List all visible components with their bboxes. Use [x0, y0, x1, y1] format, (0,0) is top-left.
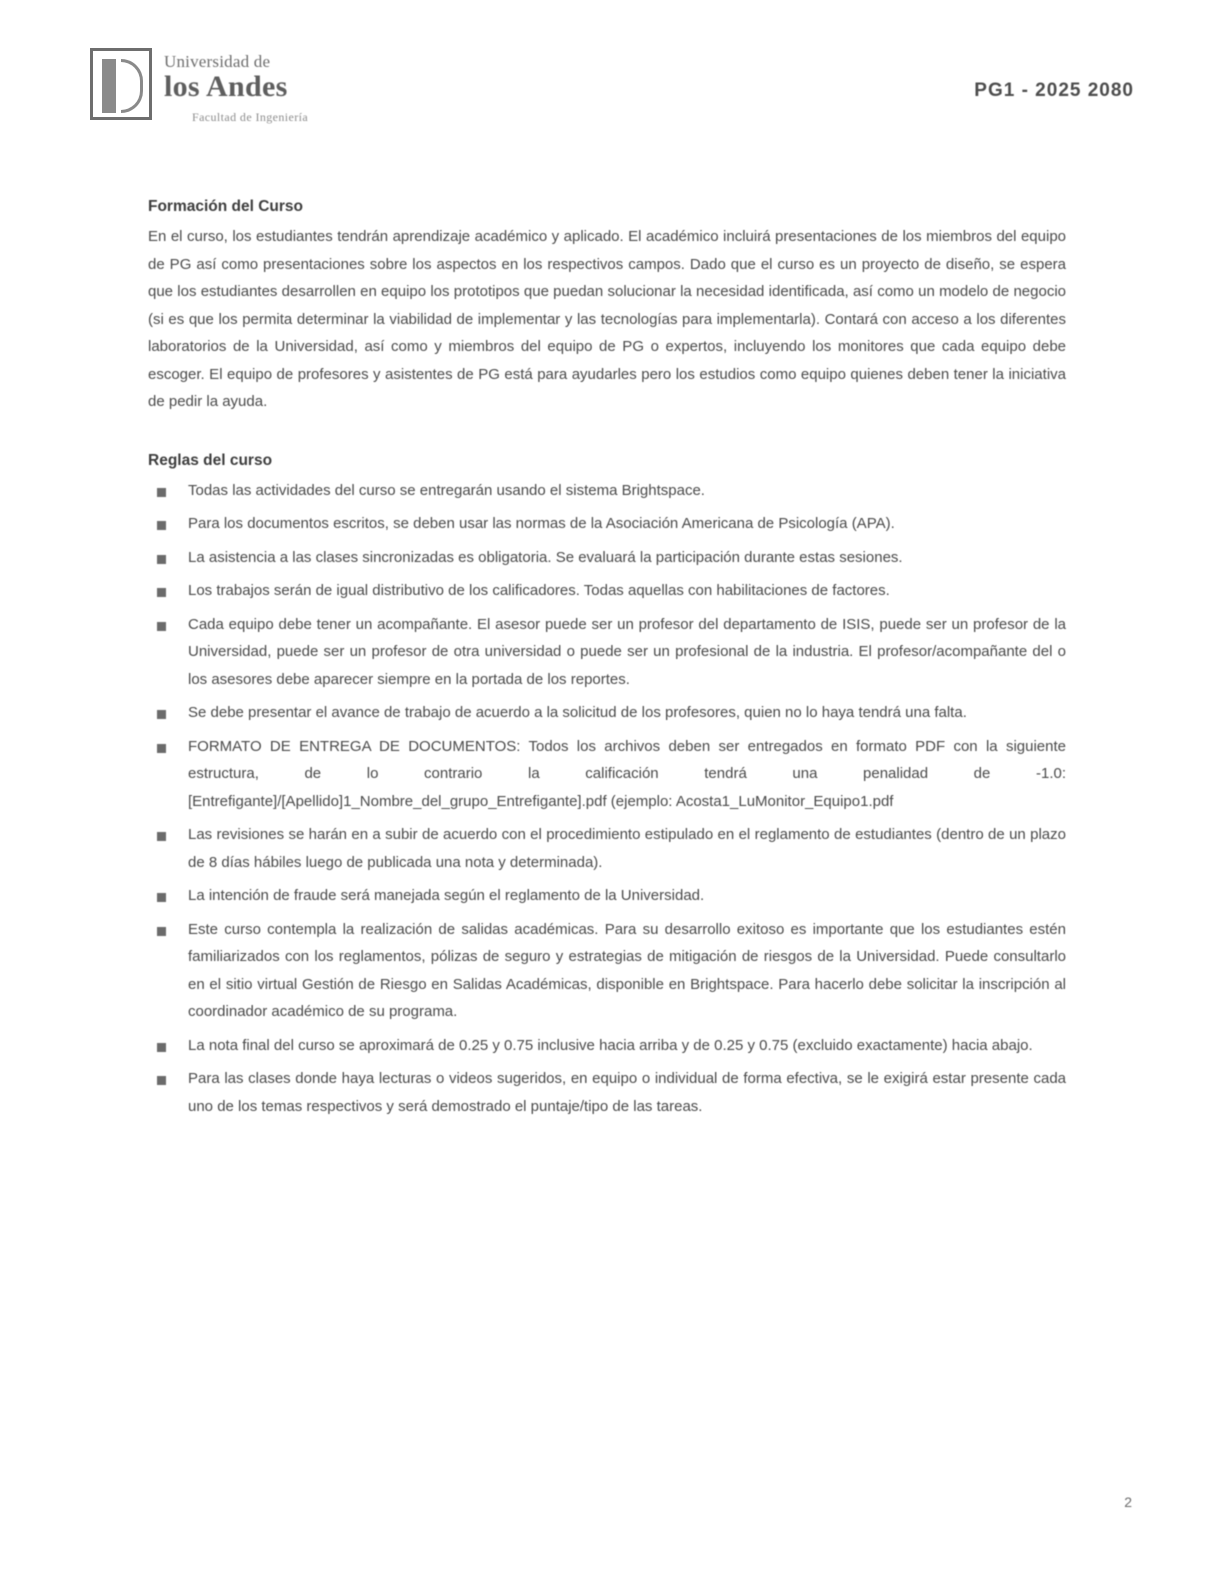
- list-item: Las revisiones se harán en a subir de acuerdo con el procedimiento estipulado en el reglamento de estudiantes (dentro de un plazo de 8 días hábiles luego de publicada una nota y determinada).: [148, 821, 1066, 876]
- university-logo: [90, 48, 308, 125]
- list-item: Este curso contempla la realización de salidas académicas. Para su desarrollo exitoso es importante que los estudiantes estén familiarizados con los reglamentos, pólizas de seguro y estrategias de mitigación de riesgos de la Universidad. Puede consultarlo en el sitio virtual Gestión de Riesgo en Salidas Académicas, disponible en Brightspace. Para hacerlo debe solicitar la inscripción al coordinador académico de su programa.: [148, 916, 1066, 1026]
- page-number: 2: [1124, 1494, 1132, 1510]
- logo-text: [164, 48, 308, 125]
- section-reglas: [148, 452, 1066, 1121]
- section-title-reglas: Reglas del curso: [148, 451, 273, 469]
- document-header: [90, 48, 1134, 158]
- section-formacion: [148, 198, 1066, 416]
- rules-list: [148, 477, 1066, 1121]
- list-item: La nota final del curso se aproximará de 0.25 y 0.75 inclusive hacia arriba y de 0.25 y 0.75 (excluido exactamente) hacia abajo.: [148, 1032, 1066, 1060]
- university-name-line2: los Andes: [164, 70, 288, 103]
- logo-mark-icon: [90, 48, 152, 120]
- list-item: La intención de fraude será manejada según el reglamento de la Universidad.: [148, 882, 1066, 910]
- document-code: PG1 - 2025 2080: [974, 80, 1134, 101]
- faculty-name: Facultad de Ingeniería: [192, 110, 309, 124]
- list-item: Cada equipo debe tener un acompañante. El asesor puede ser un profesor del departamento de ISIS, puede ser un profesor de la Universidad, puede ser un profesor de otra universidad o puede ser un profesional de la industria. El profesor/acompañante del o los asesores debe aparecer siempre en la portada de los reportes.: [148, 611, 1066, 694]
- spacer: [148, 416, 1066, 452]
- section-paragraph-formacion: En el curso, los estudiantes tendrán aprendizaje académico y aplicado. El académico incluirá presentaciones de los miembros del equipo de PG así como presentaciones sobre los aspectos en los respectivos campos. Dado que el curso es un proyecto de diseño, se espera que los estudiantes desarrollen en equipo los prototipos que puedan solucionar la necesidad identificada, así como un modelo de negocio (si es que los permita determinar la viabilidad de implementar y las tecnologías para implementarla). Contará con acceso a los diferentes laboratorios de la Universidad, así como y miembros del equipo de PG o expertos, incluyendo los monitores que cada equipo debe escoger. El equipo de profesores y asistentes de PG está para ayudarles pero los estudios como equipo quienes deben tener la iniciativa de pedir la ayuda.: [148, 228, 1066, 410]
- document-body: [148, 198, 1066, 1126]
- university-name-line1: Universidad de: [164, 52, 271, 71]
- list-item: Para los documentos escritos, se deben usar las normas de la Asociación Americana de Psicología (APA).: [148, 510, 1066, 538]
- list-item: La asistencia a las clases sincronizadas es obligatoria. Se evaluará la participación durante estas sesiones.: [148, 544, 1066, 572]
- list-item: Los trabajos serán de igual distributivo de los calificadores. Todas aquellas con habilitaciones de factores.: [148, 577, 1066, 605]
- list-item: Se debe presentar el avance de trabajo de acuerdo a la solicitud de los profesores, quien no lo haya tendrá una falta.: [148, 699, 1066, 727]
- list-item: Para las clases donde haya lecturas o videos sugeridos, en equipo o individual de forma efectiva, se le exigirá estar presente cada uno de los temas respectivos y será demostrado el puntaje/tipo de las tareas.: [148, 1065, 1066, 1120]
- list-item: Todas las actividades del curso se entregarán usando el sistema Brightspace.: [148, 477, 1066, 505]
- list-item: FORMATO DE ENTREGA DE DOCUMENTOS: Todos los archivos deben ser entregados en formato PDF con la siguiente estructura, de lo contrario la calificación tendrá una penalidad de -1.0: [Entrefigante]/[Apellido]1_Nombre_del_grupo_Entrefigante].pdf (ejemplo: Acosta1_LuMonitor_Equipo1.pdf: [148, 733, 1066, 816]
- section-title-formacion: Formación del Curso: [148, 198, 304, 215]
